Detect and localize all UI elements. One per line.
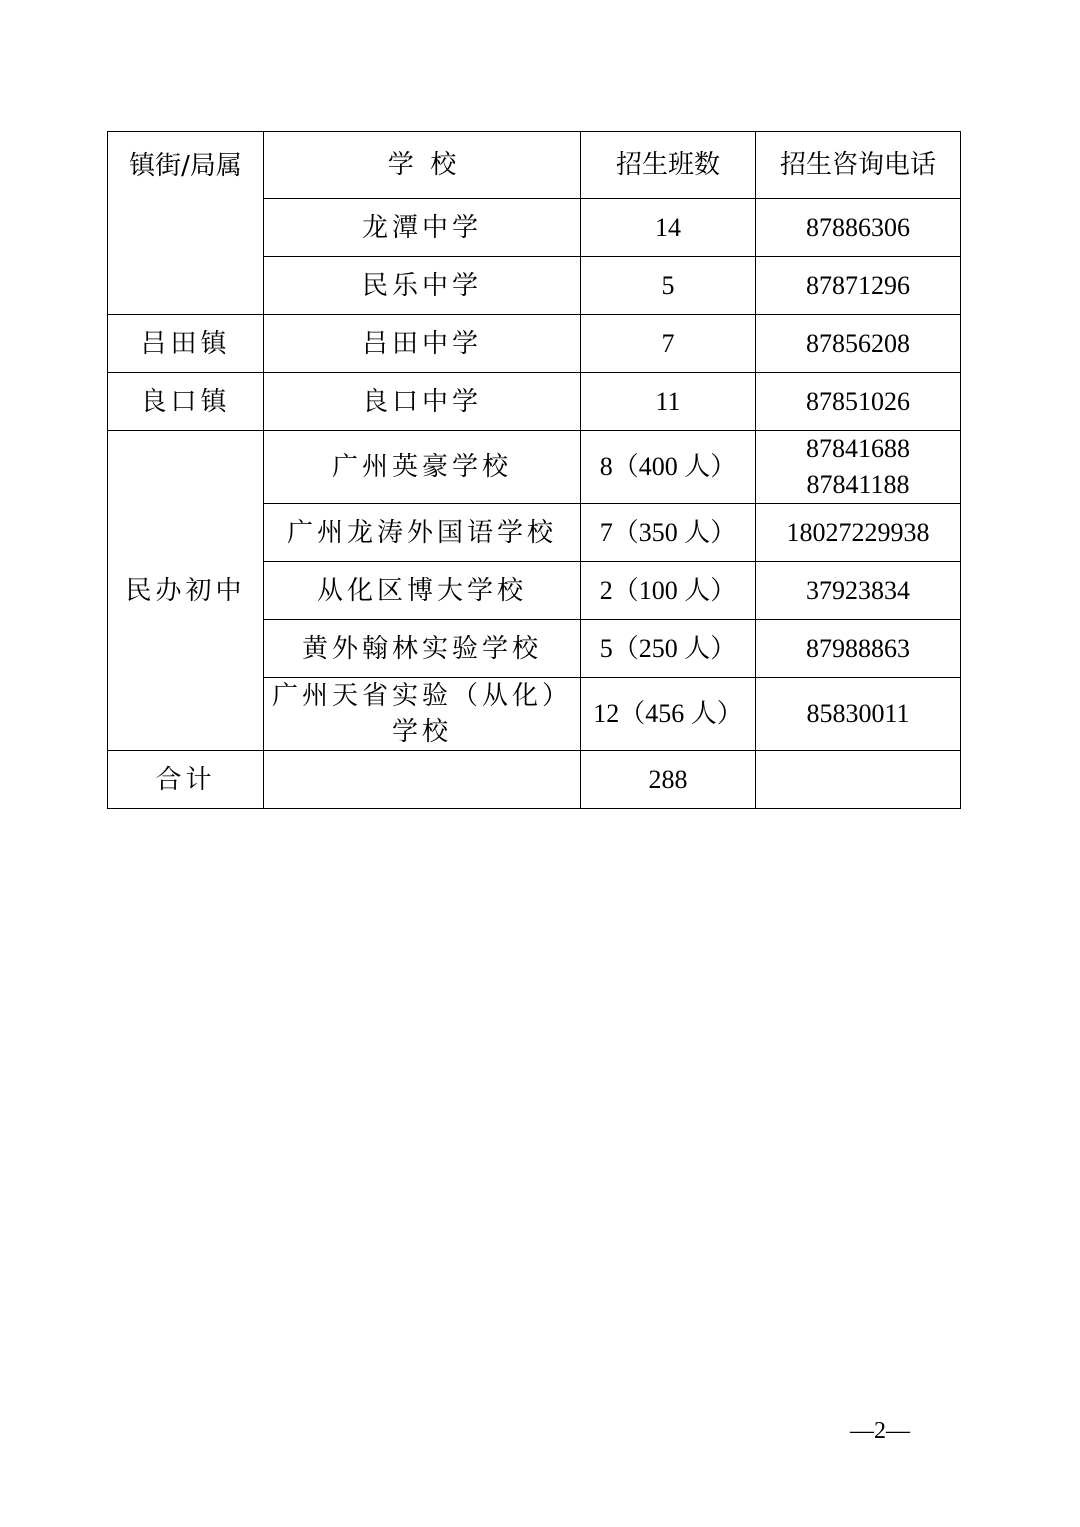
school-line: 学校 [391,717,452,747]
total-row [108,751,961,809]
school-cell [264,678,581,751]
classes-cell: 8（400 人） [581,431,756,504]
classes-cell: 12（456 人） [581,678,756,751]
phone-line: 87841688 [806,434,910,463]
district-cell: 良口镇 [108,373,264,431]
classes-cell: 5（250 人） [581,620,756,678]
total-label: 合计 [108,751,264,809]
district-cell: 吕田镇 [108,315,264,373]
school-cell: 广州英豪学校 [264,431,581,504]
total-phone [756,751,961,809]
header-classes: 招生班数 [581,132,756,199]
enrollment-table [107,131,961,809]
classes-cell: 11 [581,373,756,431]
classes-cell: 5 [581,257,756,315]
phone-cell: 18027229938 [756,504,961,562]
table-row [108,431,961,504]
school-line: 广州天省实验（从化） [271,681,572,711]
classes-cell: 2（100 人） [581,562,756,620]
phone-cell [756,431,961,504]
phone-cell: 85830011 [756,678,961,751]
total-classes: 288 [581,751,756,809]
classes-cell: 7（350 人） [581,504,756,562]
table-row [108,315,961,373]
header-school: 学 校 [264,132,581,199]
phone-line: 87841188 [806,470,910,499]
classes-cell: 7 [581,315,756,373]
table-header-row [108,132,961,199]
school-cell: 吕田中学 [264,315,581,373]
header-phone: 招生咨询电话 [756,132,961,199]
page-number: —2— [850,1418,910,1444]
phone-cell: 87886306 [756,199,961,257]
school-cell: 民乐中学 [264,257,581,315]
district-cell: 民办初中 [108,431,264,751]
school-cell: 从化区博大学校 [264,562,581,620]
phone-cell: 87856208 [756,315,961,373]
school-cell: 龙潭中学 [264,199,581,257]
total-school [264,751,581,809]
header-district: 镇街/局属 [108,132,264,315]
school-cell: 广州龙涛外国语学校 [264,504,581,562]
phone-cell: 87988863 [756,620,961,678]
phone-cell: 87871296 [756,257,961,315]
phone-cell: 87851026 [756,373,961,431]
table-row [108,373,961,431]
school-cell: 黄外翰林实验学校 [264,620,581,678]
classes-cell: 14 [581,199,756,257]
phone-cell: 37923834 [756,562,961,620]
school-cell: 良口中学 [264,373,581,431]
